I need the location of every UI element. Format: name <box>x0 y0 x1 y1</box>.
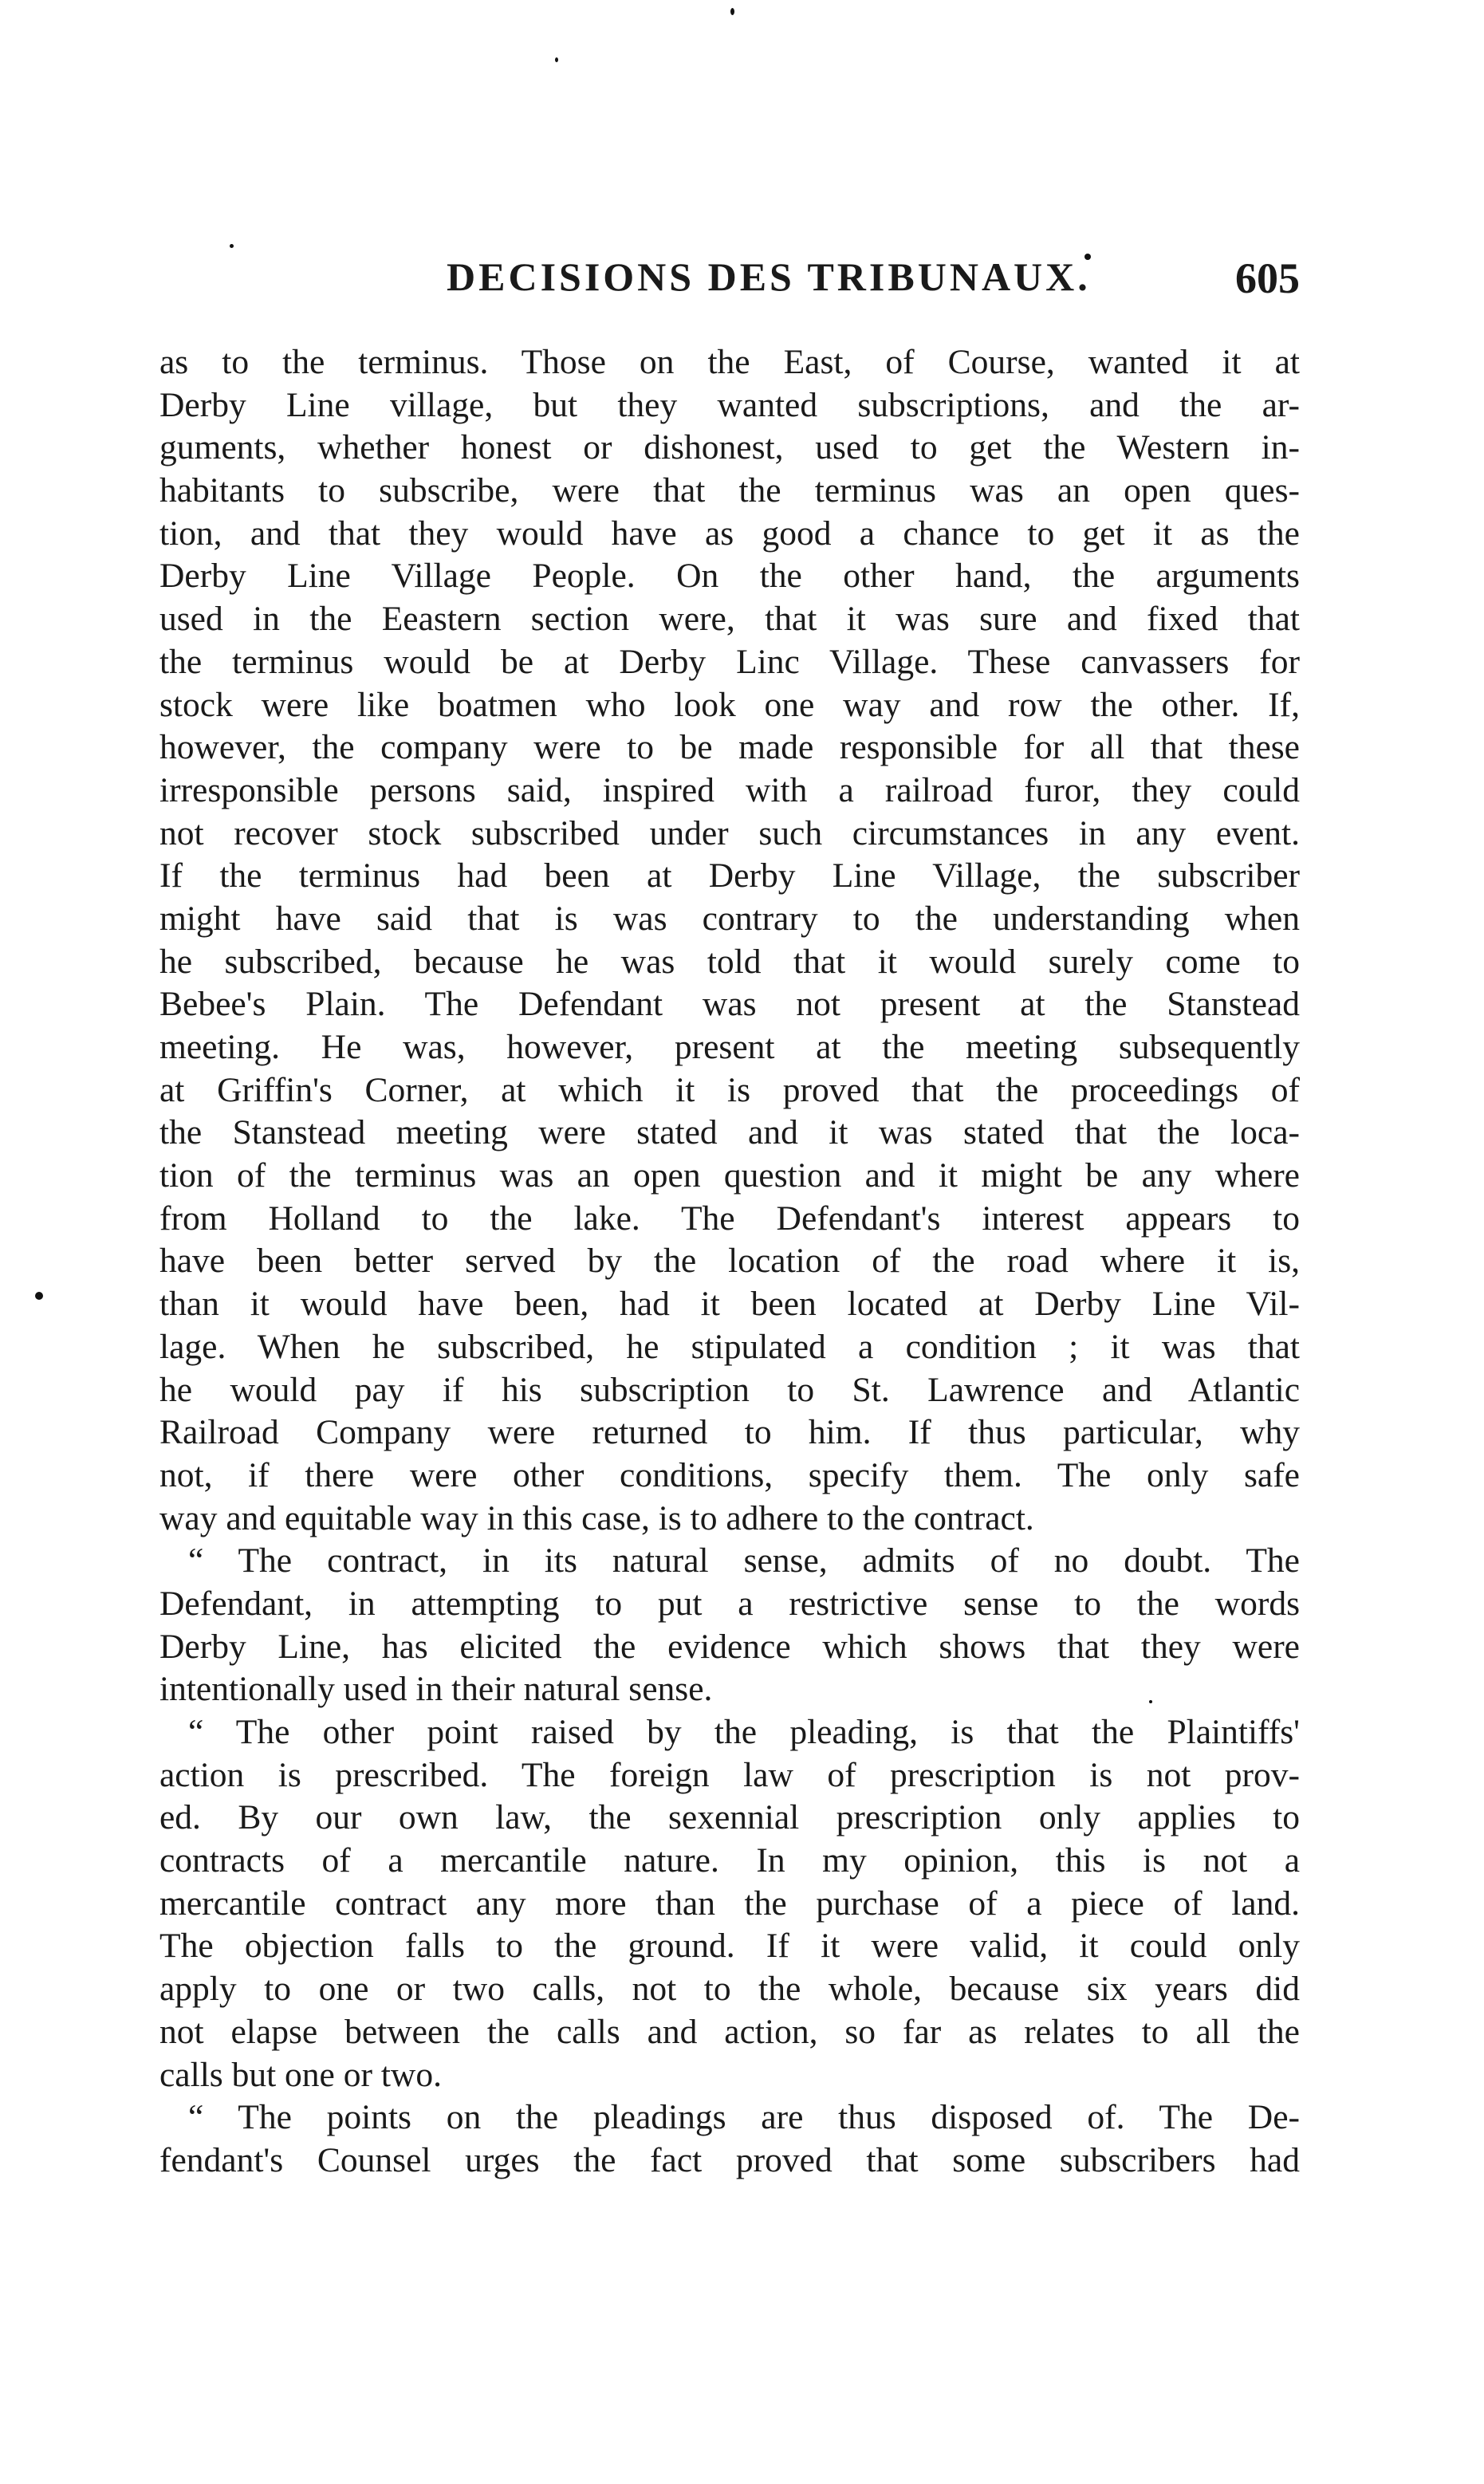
text-line: apply to one or two calls, not to the whole, because six years did <box>159 1970 1300 2009</box>
text-line: “ The other point raised by the pleading, is that the Plaintiffs' <box>188 1713 1300 1751</box>
text-line: however, the company were to be made responsible for all that these <box>159 728 1300 767</box>
text-line: at Griffin's Corner, at which it is proved that the proceedings of <box>159 1070 1300 1109</box>
text-line: he would pay if his subscription to St. Lawrence and Atlantic <box>159 1370 1300 1409</box>
text-line: ed. By our own law, the sexennial prescription only applies to <box>159 1798 1300 1837</box>
text-line: Defendant, in attempting to put a restrictive sense to the words <box>159 1584 1300 1623</box>
text-line: used in the Eeastern section were, that it was sure and fixed that <box>159 600 1300 639</box>
text-line: action is prescribed. The foreign law of prescription is not prov- <box>159 1755 1300 1794</box>
text-line: Derby Line, has elicited the evidence which shows that they were <box>159 1627 1300 1666</box>
text-line: than it would have been, had it been located at Derby Line Vil- <box>159 1285 1300 1324</box>
running-title: DECISIONS DES TRIBUNAUX. <box>447 254 1091 299</box>
text-line: have been better served by the location of the road where it is, <box>159 1242 1300 1281</box>
text-line: guments, whether honest or dishonest, used to get the Western in- <box>159 428 1300 467</box>
text-line: “ The contract, in its natural sense, admits of no doubt. The <box>188 1541 1300 1581</box>
text-line: intentionally used in their natural sense. <box>159 1670 713 1709</box>
text-line: way and equitable way in this case, is to adhere to the contract. <box>159 1498 1034 1537</box>
scan-speck <box>730 8 734 15</box>
text-line: If the terminus had been at Derby Line Village, the subscriber <box>159 856 1300 896</box>
text-line: not, if there were other conditions, specify them. The only safe <box>159 1455 1300 1494</box>
text-line: he subscribed, because he was told that it would surely come to <box>159 942 1300 981</box>
text-line: Derby Line village, but they wanted subscriptions, and the ar- <box>159 385 1300 424</box>
text-line: lage. When he subscribed, he stipulated a condition ; it was that <box>159 1327 1300 1366</box>
scan-speck <box>35 1292 43 1300</box>
text-line: not elapse between the calls and action, so far as relates to all the <box>159 2012 1300 2051</box>
text-line: fendant's Counsel urges the fact proved that some subscribers had <box>159 2140 1300 2179</box>
text-line: the terminus would be at Derby Linc Village. These canvassers for <box>159 642 1300 681</box>
scan-speck <box>555 57 558 62</box>
text-line: from Holland to the lake. The Defendant's interest appears to <box>159 1199 1300 1238</box>
text-line: contracts of a mercantile nature. In my opinion, this is not a <box>159 1841 1300 1880</box>
text-line: Railroad Company were returned to him. If thus particular, why <box>159 1413 1300 1452</box>
text-line: The objection falls to the ground. If it were valid, it could only <box>159 1927 1300 1966</box>
text-line: mercantile contract any more than the purchase of a piece of land. <box>159 1884 1300 1923</box>
text-line: the Stanstead meeting were stated and it was stated that the loca- <box>159 1113 1300 1152</box>
text-line: not recover stock subscribed under such circumstances in any event. <box>159 813 1300 852</box>
text-line: habitants to subscribe, were that the terminus was an open ques- <box>159 471 1300 510</box>
page-number: 605 <box>1235 254 1300 302</box>
text-line: “ The points on the pleadings are thus disposed of. The De- <box>188 2098 1300 2137</box>
text-line: tion of the terminus was an open question and it might be any where <box>159 1156 1300 1195</box>
text-line: Bebee's Plain. The Defendant was not present at the Stanstead <box>159 985 1300 1024</box>
text-line: calls but one or two. <box>159 2055 442 2094</box>
text-line: stock were like boatmen who look one way and row the other. If, <box>159 685 1300 724</box>
text-line: as to the terminus. Those on the East, of Course, wanted it at <box>159 343 1300 381</box>
body-text <box>159 341 1300 2183</box>
page-header <box>159 254 1300 317</box>
text-line: irresponsible persons said, inspired with a railroad furor, they could <box>159 770 1300 809</box>
text-line: meeting. He was, however, present at the meeting subsequently <box>159 1028 1300 1066</box>
text-line: Derby Line Village People. On the other hand, the arguments <box>159 557 1300 596</box>
text-line: tion, and that they would have as good a chance to get it as the <box>159 514 1300 553</box>
text-line: might have said that is was contrary to the understanding when <box>159 899 1300 938</box>
scan-speck <box>230 244 234 248</box>
